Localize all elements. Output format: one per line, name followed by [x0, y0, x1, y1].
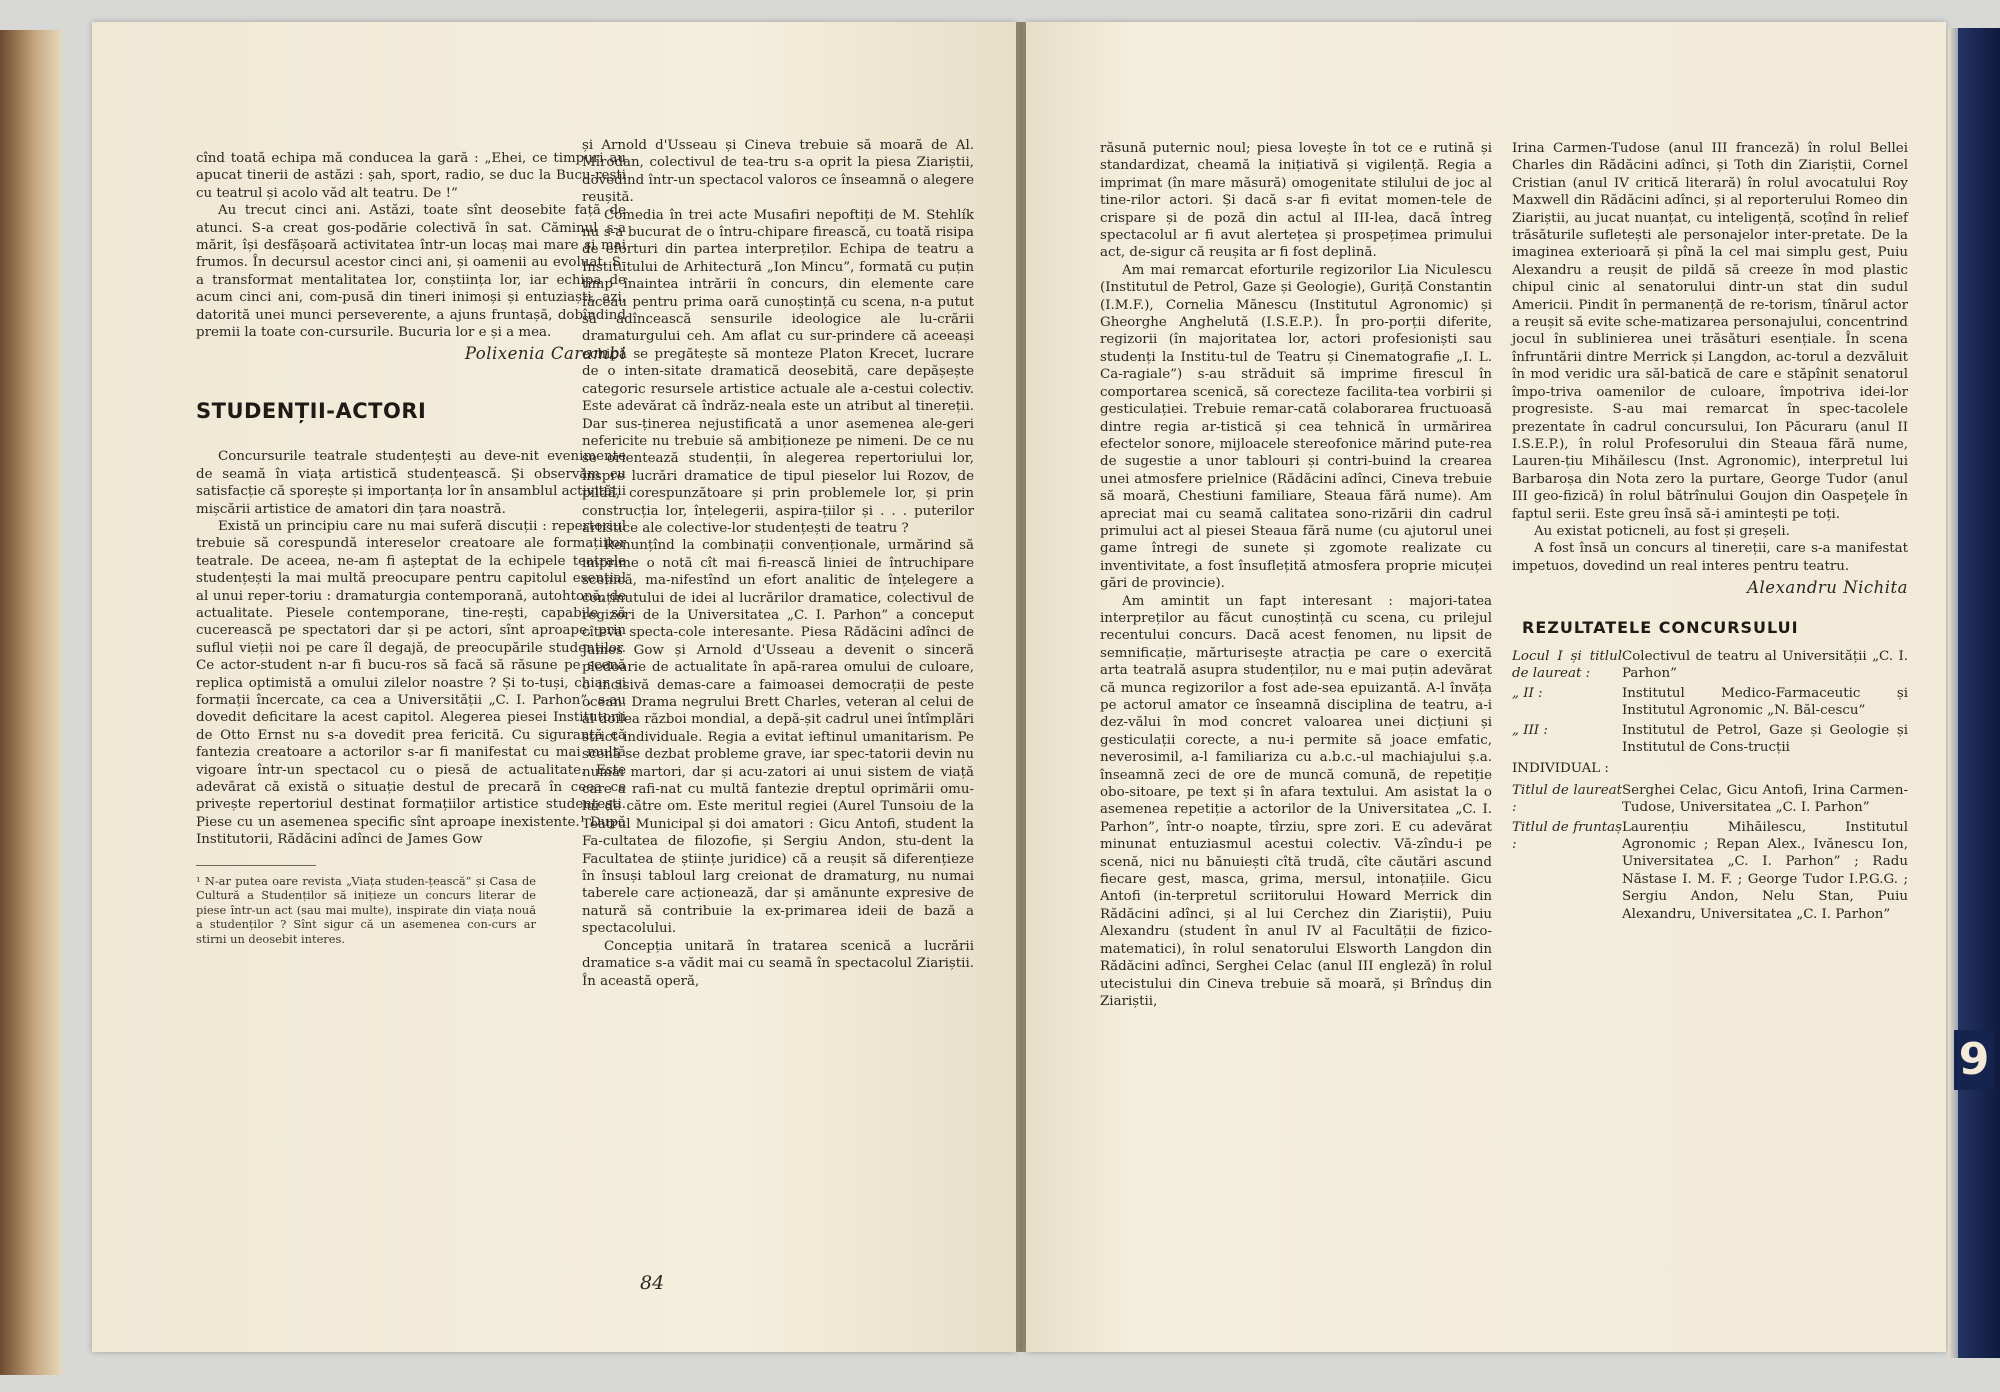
left-page — [92, 22, 1016, 1352]
result-value: Laurențiu Mihăilescu, Institutul Agronomic ; Repan Alex., Ivănescu Ion, Universitatea „C. I. Parhon” ; Radu Năstase I. M. F. ; George Tudor I.P.G.G. ; Sergiu Andon, Nelu Stan, Puiu Alexandru, Universitatea „C. I. Parhon” — [1622, 819, 1908, 922]
result-row — [1512, 782, 1908, 817]
author-signature: Alexandru Nichita — [1747, 578, 1908, 598]
paragraph: Am mai remarcat eforturile regizorilor Lia Niculescu (Institutul de Petrol, Gaze și Geologie), Guriță Constantin (I.M.F.), Cornelia Mănescu (Institutul Agronomic) și Gheorghe Anghelută (I.S.E.P.). În pro-porții diferite, regizorii (în majoritatea lor, actori profesioniști sau studenți la Institu-tul de Teatru și Cinematografie „I. L. Ca-ragiale”) s-au străduit să imprime firescul în comportarea scenică, să corecteze facilita-tea vorbirii și gesticulației. Trebuie remar-cată colaborarea fructuoasă dintre regia ar-tistică și cea tehnică în urmărirea efectelor sonore, mijloacele stereofonice mărind pute-rea de sugestie a unor tablouri și contri-buind la crearea unei atmosfere prielnice (Rădăcini adînci, Cineva trebuie să moară, Chestiuni familiare, Steaua fără nume). Am apreciat mai cu seamă calitatea sono-rizării din cadrul primului act al piesei Steaua fără nume (cu ajutorul unei game întregi de sunete și zgomote realizate cu inventivitate, a fost însuflețită atmosfera proprie micuței gări de provincie). — [1100, 262, 1492, 592]
left-column-2 — [582, 137, 974, 990]
result-label: „ II : — [1512, 685, 1543, 701]
result-label: Titlul de laureat : — [1512, 782, 1622, 816]
result-row — [1512, 648, 1908, 683]
right-page — [1026, 22, 1946, 1352]
paragraph: Irina Carmen-Tudose (anul III franceză) în rolul Bellei Charles din Rădăcini adînci, și Toth din Ziariștii, Cornel Cristian (anul IV critică literară) în rolul avocatului Roy Maxwell din Rădăcini adînci, și al reporterului Romeo din Ziariștii, au jucat nuanțat, cu inteligență, scoțînd în relief trăsăturile sufletești ale personajelor inter-pretate. De la imaginea exterioară și pînă la cel mai simplu gest, Puiu Alexandru a reușit de pildă să creeze în mod plastic chipul cinic al senatorului dintr-un stat din sudul Americii. Pindit în permanență de re-torism, tînărul actor a reușit să evite sche-matizarea personajului, concentrind jocul în sublinierea unei trăsături esențiale. În scena înfruntării dintre Merrick și Langdon, ac-torul a dezvăluit în mod veridic ura săl-batică de care e stăpînit senatorul împo-triva oamenilor de culoare, împotriva idei-lor progresiste. S-au mai remarcat în spec-tacolele prezentate în cadrul concursului, Ion Păcuraru (anul II I.S.E.P.), în rolul Profesorului din Steaua fără nume, Lauren-țiu Mihăilescu (Inst. Agronomic), interpretul lui Barbaroșa din Nota zero la purtare, George Tudor (anul III geo-fizică) în rolul bătrînului Goujon din Oaspeţele în faptul serii. Este greu însă să-i amintești pe toți. — [1512, 141, 1908, 522]
paragraph: Au existat poticneli, au fost și greșeli. — [1534, 523, 1790, 539]
paragraph: Concursurile teatrale studențești au deve-nit evenimente de seamă în viața artistică studențească. Și observăm cu satisfacție că sporește și importanța lor în ansamblul activității mișcării artistice de amatori din țara noastră. — [196, 449, 626, 517]
result-row — [1512, 819, 1908, 923]
paragraph: Comedia în trei acte Musafiri nepoftiți de M. Stehlík nu s-a bucurat de o întru-chipare firească, cu toată risipa de eforturi din partea interpreților. Echipa de teatru a Institutului de Arhitectură „Ion Mincu”, formată cu puțin timp înaintea intrării în concurs, din elemente care făceau pentru prima oară cunoștință cu scena, n-a putut să adîncească sensurile ideologice ale lu-crării dramaturgului ceh. Am aflat cu sur-prindere că aceeași echipă se pregătește să monteze Platon Krecet, lucrare de o inten-sitate dramatică deosebită, care depășește categoric resursele artistice actuale ale a-cestui colectiv. Este adevărat că îndrăz-neala este un atribut al tinereții. Dar sus-ținerea nejustificată a unor asemenea ale-geri nefericite nu trebuie să ambiționeze pe nimeni. De ce nu se orientează studenții, în alegerea repertoriului lor, înspre lucrări dramatice de tipul pieselor lui Rozov, de pildă, corespunzătoare și prin problemele lor, și prin construcția lor, înțelegerii, aspira-țiilor și . . . puterilor artistice ale colective-lor studențești de teatru ? — [582, 207, 974, 536]
paragraph: Concepția unitară în tratarea scenică a lucrării dramatice s-a vădit mai cu seamă în spectacolul Ziariștii. În această operă, — [582, 938, 974, 989]
paragraph: cînd toată echipa mă conducea la gară : „Ehei, ce timpuri au apucat tinerii de astăzi : șah, sport, radio, se duc la Bucu-rești cu teatrul și acolo văd alt teatru. De !” — [196, 151, 626, 201]
result-row — [1512, 722, 1908, 757]
paragraph: Au trecut cinci ani. Astăzi, toate sînt deosebite față de atunci. S-a creat gos-podărie colectivă în sat. Căminul s-a mărit, își desfășoară activitatea într-un locaș mai mare și mai frumos. În decursul acestor cinci ani, și oamenii au evoluat. S-a transformat mentalitatea lor, conștiința lor, iar echipa de acum cinci ani, com-pusă din tineri inimoși și entuziaști, azi, datorită unei munci perseverente, a ajuns fruntașă, dobîndind premii la toate con-cursurile. Bucuria lor e și a mea. — [196, 203, 626, 341]
footnote: ¹ N-ar putea oare revista „Viața studen-țească” și Casa de Cultură a Studenților să inițieze un concurs literar de piese într-un act (sau mai multe), inspirate din viața nouă a studenților ? Sînt sigur că un asemenea con-curs ar stirni un deosebit interes. — [196, 873, 536, 946]
paragraph: și Arnold d'Usseau și Cineva trebuie să moară de Al. Mirodan, colectivul de tea-tru s-a oprit la piesa Ziariștii, dovedind într-un spectacol valoros ce înseamnă o alegere reușită. — [582, 138, 974, 206]
left-column-1 — [196, 150, 626, 947]
result-value: Institutul de Petrol, Gaze și Geologie și Institutul de Cons-trucții — [1622, 722, 1908, 755]
paragraph: Am amintit un fapt interesant : majori-tatea interpreților au făcut cunoștință cu scena, cu prilejul recentului concurs. Dacă acest fenomen, nu lipsit de semnificație, mărturisește atracția pe care o exercită arta teatrală asupra studenților, nu e mai puțin adevărat că munca regizorilor a fost ade-sea epuizantă. A-l învăța pe actorul amator ce înseamnă disciplina de teatru, a-i dez-vălui în mod concret valoarea unei dicțiuni și gesticulații corecte, a nu-i permite să joace emfatic, neverosimil, a-l familiariza cu a.b.c.-ul machiajului ș.a. înseamnă zeci de ore de muncă comună, de repetiție obo-sitoare, pe text și în afara textului. Am asistat la o asemenea repetiție a actorilor de la Universitatea „C. I. Parhon”, într-o noapte, tîrziu, spre zori. E cu adevărat minunat entuziasmul acestui colectiv. Vă-zîndu-i pe scenă, nici nu bănuiești cîtă trudă, cîte căutări ascund fiecare gest, masca, grima, mersul, intonațiile. Gicu Antofi (in-terpretul scriitorului Howard Merrick din Rădăcini adînci, și al lui Cerchez din Ziariștii), Puiu Alexandru (student în anul IV al Facultății de fizico-matematici), în rolul senatorului Elsworth Langdon din Rădăcini adînci, Serghei Celac (anul III engleză) în rolul utecistului din Cineva trebuie să moară, și Brînduș din Ziariștii, — [1100, 593, 1492, 1009]
result-row — [1512, 685, 1908, 720]
paragraph: Renunțînd la combinații convenționale, urmărind să imprime o notă cît mai fi-rească liniei de întruchipare scenică, ma-nifestînd un efort analitic de înțelegere a conținutului de idei al lucrărilor dramatice, colectivul de regizori de la Universitatea „C. I. Parhon” a conceput cîteva specta-cole interesante. Piesa Rădăcini adînci de James Gow și Arnold d'Usseau a devenit o sinceră pledoarie de actualitate în apă-rarea omului de culoare, o incisivă demas-care a faimoasei democrații de peste ocean. Drama negrului Brett Charles, veteran al celui de al doilea război mondial, a depă-șit cadrul unei întîmplări strict individuale. Regia a evitat ieftinul umanitarism. Pe scenă se dezbat probleme grave, iar spec-tatorii devin nu numai martori, dar și acu-zatori ai unui sistem de viață care a rafi-nat cu multă fantezie dreptul oprimării omu-lui de către om. Este meritul regiei (Aurel Tunsoiu de la Teatrul Municipal și doi amatori : Gicu Antofi, student la Fa-cultatea de filozofie, și Sergiu Andon, stu-dent la Facultatea de științe juridice) că a reușit să diferențieze în însuși tabloul larg creionat de dramaturg, nu numai taberele care acționează, dar și amănunte expresive de natură să contribuie la ex-primarea ideii de bază a spectacolului. — [582, 538, 974, 937]
page-edge — [1948, 28, 1958, 1358]
page-number: 84 — [640, 1272, 665, 1294]
result-label: Locul I și titlul de laureat : — [1512, 648, 1622, 682]
right-column-1 — [1100, 140, 1492, 1010]
right-column-2 — [1512, 140, 1908, 925]
page-tab-marker: 9 — [1954, 1030, 1994, 1090]
paragraph: răsună puternic noul; piesa lovește în tot ce e rutină și standardizat, cheamă la inițiativă și vigilență. Regia a imprimat (în mare măsură) omogenitate stilului de joc al tine-rilor actori. Și dacă s-ar fi evitat momen-tele de crispare și de poză din actul al III-lea, dacă întreg spectacolul ar fi avut alertețea și prospețimea primului act, de-sigur că reușita ar fi fost deplină. — [1100, 141, 1492, 261]
results-title: REZULTATELE CONCURSULUI — [1522, 617, 1799, 637]
result-value: Institutul Medico-Farmaceutic și Institutul Agronomic „N. Băl-cescu” — [1622, 685, 1908, 719]
book-binding-left — [0, 30, 62, 1375]
book-cover-right — [1948, 28, 2000, 1358]
paragraph: Există un principiu care nu mai suferă discuții : repertoriul trebuie să corespundă intereselor creatoare ale formațiilor teatrale. De aceea, ne-am fi așteptat de la echipele teatrale studențești la mai multă preocupare pentru capitolul esențial al unui reper-toriu : dramaturgia contemporană, autohtonă, de actualitate. Piesele contemporane, tine-rești, capabile să cucerească pe spectatori dar și pe actori, sînt aproape, prin suflul vieții noi pe care îl degajă, de preocupările studenților. Ce actor-student n-ar fi bucu-ros să facă să răsune pe scenă replica optimistă a omului zilelor noastre ? Și to-tuși, chiar și formații încercate, ca cea a Universității „C. I. Parhon”, s-au dovedit deficitare la acest capitol. Alegerea piesei Institutorii de Otto Ernst nu s-a dovedit prea fericită. Cu siguranță că fantezia creatoare a actorilor s-ar fi manifestat cu mai multă vigoare într-un spectacol cu o piesă de actualitate. Este adevărat că există o situație destul de precară în ceea ce privește repertoriul destinat formațiilor artistice studențești. Piese cu un asemenea specific sînt aproape inexistente.¹ După Institutorii, Rădăcini adînci de James Gow — [196, 518, 626, 848]
result-value: Serghei Celac, Gicu Antofi, Irina Carmen-Tudose, Universitatea „C. I. Parhon” — [1622, 782, 1908, 816]
result-label: „ III : — [1512, 722, 1548, 738]
result-label: Titlul de fruntaș : — [1512, 819, 1622, 853]
section-title: STUDENȚII-ACTORI — [196, 398, 427, 423]
result-value: Colectivul de teatru al Universității „C. I. Parhon” — [1622, 648, 1908, 682]
paragraph: A fost însă un concurs al tinereții, care s-a manifestat impetuos, dovedind un real interes pentru teatru. — [1512, 541, 1908, 574]
individual-label: INDIVIDUAL : — [1512, 761, 1609, 777]
author-signature: Polixenia Carambi — [464, 344, 626, 364]
footnote-rule — [196, 865, 316, 874]
